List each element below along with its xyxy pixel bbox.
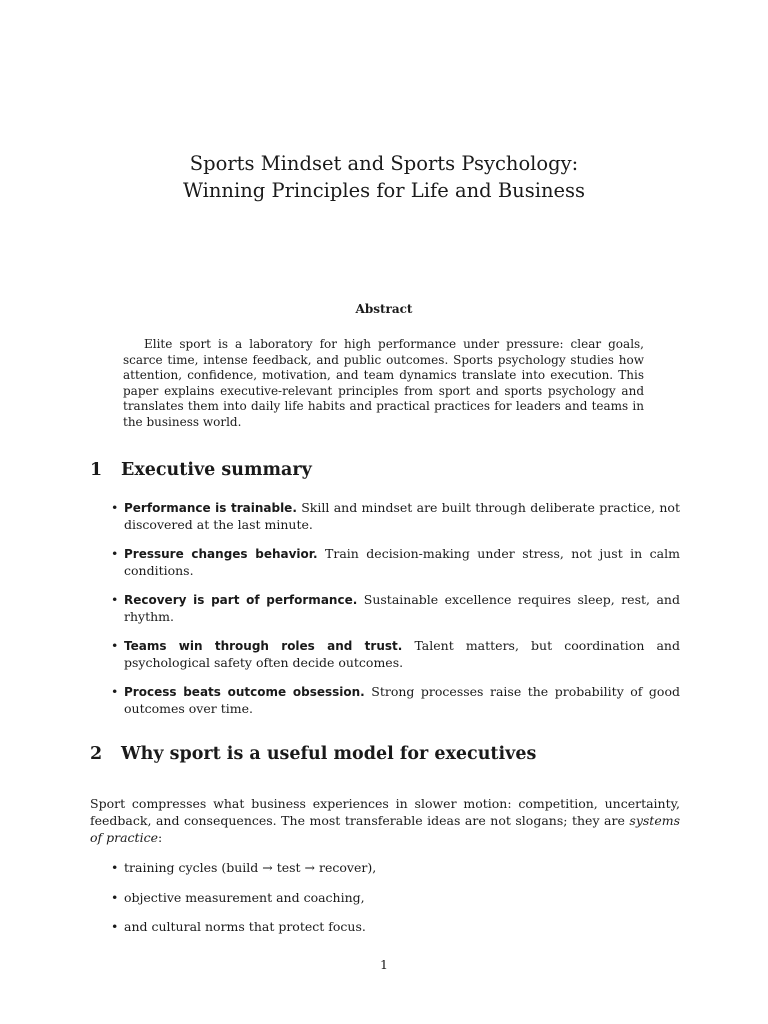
paragraph-tail: :: [157, 830, 163, 845]
bullet-icon: •: [111, 889, 119, 905]
bullet-icon: •: [111, 919, 119, 934]
list-item: [108, 890, 680, 907]
item-text: objective measurement and coaching,: [124, 889, 365, 905]
section-number: 1: [90, 460, 103, 480]
section-title: Executive summary: [121, 460, 312, 480]
list-item: [108, 500, 680, 533]
item-text: Sustainable excellence requires sleep, rest, and rhythm.: [124, 592, 680, 624]
section-2-paragraph: [90, 795, 680, 846]
item-lead: Teams win through roles and trust.: [124, 639, 403, 653]
list-item: [108, 919, 680, 936]
list-item: [108, 592, 680, 625]
abstract-text: Elite sport is a laboratory for high performance under pressure: clear goals, scarce time, intense feedback, and public outcomes. Sports psychology studies how attention, confidence, motivation, and team dynamics translate into execution. This paper explains executive-relevant principles from sport and sports psychology and translates them into daily life habits and practical practices for leaders and teams in the business world.: [123, 337, 644, 429]
bullet-icon: •: [111, 860, 119, 875]
item-text: and cultural norms that protect focus.: [124, 919, 366, 934]
bullet-icon: •: [111, 546, 119, 561]
item-lead: Recovery is part of performance.: [124, 593, 358, 607]
practice-systems-list: [108, 860, 680, 949]
title-line-2: Winning Principles for Life and Business: [182, 179, 586, 202]
executive-summary-list: [108, 500, 680, 730]
section-2-heading: [90, 743, 680, 765]
bullet-icon: •: [111, 638, 119, 653]
item-text: Talent matters, but coordination and psychological safety often decide outcomes.: [124, 638, 680, 670]
item-text: Train decision-making under stress, not just in calm conditions.: [124, 546, 680, 578]
section-number: 2: [90, 744, 103, 764]
list-item: [108, 638, 680, 671]
paragraph-text: Sport compresses what business experiences in slower motion: competition, uncertainty, feedback, and consequences. The most transferable ideas are not slogans; they are: [90, 796, 680, 828]
paper-title: [0, 150, 768, 204]
list-item: [108, 860, 680, 877]
page-number: 1: [380, 957, 388, 972]
item-text: training cycles (build → test → recover),: [124, 860, 377, 875]
paragraph-emphasis: systems of practice: [90, 813, 680, 845]
abstract-heading: Abstract: [355, 302, 413, 316]
item-text: Skill and mindset are built through deliberate practice, not discovered at the last minute.: [124, 500, 680, 532]
bullet-icon: •: [111, 592, 119, 607]
list-item: [108, 546, 680, 579]
section-title: Why sport is a useful model for executives: [121, 744, 537, 764]
section-1-heading: [90, 459, 680, 481]
title-line-1: Sports Mindset and Sports Psychology:: [189, 152, 579, 175]
item-lead: Process beats outcome obsession.: [124, 685, 365, 699]
list-item: [108, 684, 680, 717]
bullet-icon: •: [111, 500, 119, 515]
item-lead: Pressure changes behavior.: [124, 547, 318, 561]
item-text: Strong processes raise the probability of good outcomes over time.: [124, 684, 680, 716]
bullet-icon: •: [111, 684, 119, 699]
item-lead: Performance is trainable.: [124, 501, 297, 515]
